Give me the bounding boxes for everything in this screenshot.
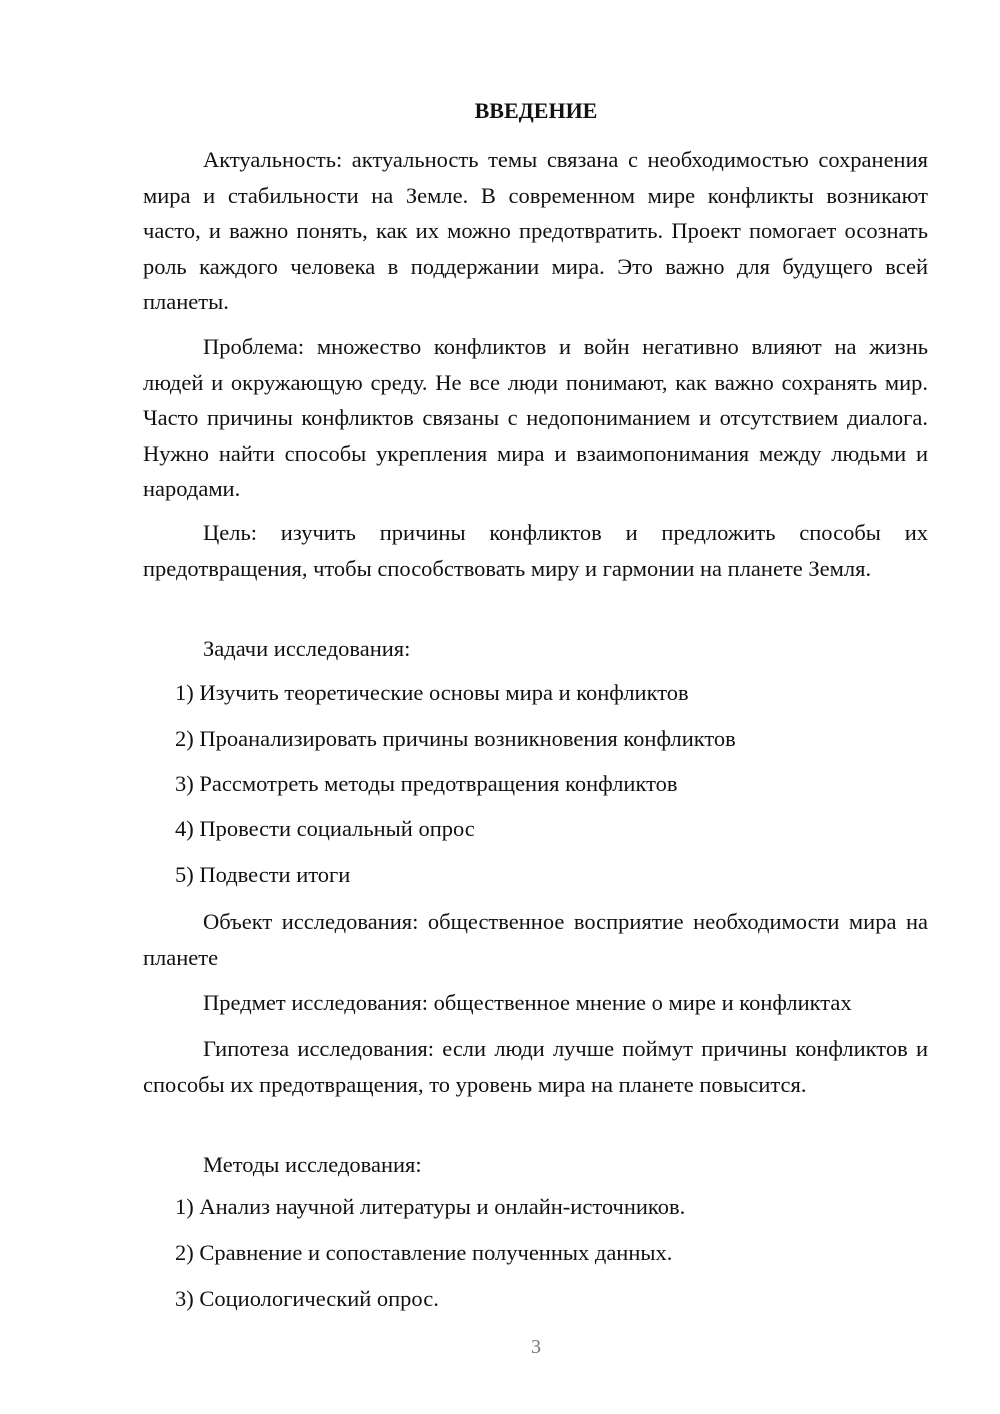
page-title: ВВЕДЕНИЕ — [474, 98, 598, 123]
relevance-paragraph: Актуальность: актуальность темы связана с необходимостью сохранения мира и стабильности на Земле. В современном мире конфликты возникают часто, и важно понять, как их можно предотвратить. Проект помогает осознать роль каждого человека в поддержании мира. Это важно для будущего всей планеты. — [143, 147, 928, 314]
object-paragraph: Объект исследования: общественное восприятие необходимости мира на планете — [143, 909, 928, 970]
method-item-3: 3) Социологический опрос. — [175, 1286, 439, 1311]
problem-paragraph: Проблема: множество конфликтов и войн негативно влияют на жизнь людей и окружающую среду. Не все люди понимают, как важно сохранять мир. Часто причины конфликтов связаны с недопониманием и отсутствием диалога. Нужно найти способы укрепления мира и взаимопонимания между людьми и народами. — [143, 334, 928, 501]
task-item-1: 1) Изучить теоретические основы мира и конфликтов — [175, 680, 689, 705]
method-item-2: 2) Сравнение и сопоставление полученных данных. — [175, 1240, 673, 1265]
task-item-2: 2) Проанализировать причины возникновения конфликтов — [175, 726, 736, 751]
goal-paragraph: Цель: изучить причины конфликтов и предложить способы их предотвращения, чтобы способствовать миру и гармонии на планете Земля. — [143, 520, 928, 581]
hypothesis-paragraph: Гипотеза исследования: если люди лучше поймут причины конфликтов и способы их предотвращения, то уровень мира на планете повысится. — [143, 1036, 928, 1097]
page-number: 3 — [531, 1336, 541, 1358]
task-item-5: 5) Подвести итоги — [175, 862, 351, 887]
methods-heading: Методы исследования: — [203, 1152, 422, 1177]
method-item-1: 1) Анализ научной литературы и онлайн-источников. — [175, 1194, 686, 1219]
task-item-3: 3) Рассмотреть методы предотвращения конфликтов — [175, 771, 678, 796]
subject-paragraph: Предмет исследования: общественное мнение о мире и конфликтах — [203, 990, 852, 1015]
tasks-heading: Задачи исследования: — [203, 636, 411, 661]
task-item-4: 4) Провести социальный опрос — [175, 816, 475, 841]
